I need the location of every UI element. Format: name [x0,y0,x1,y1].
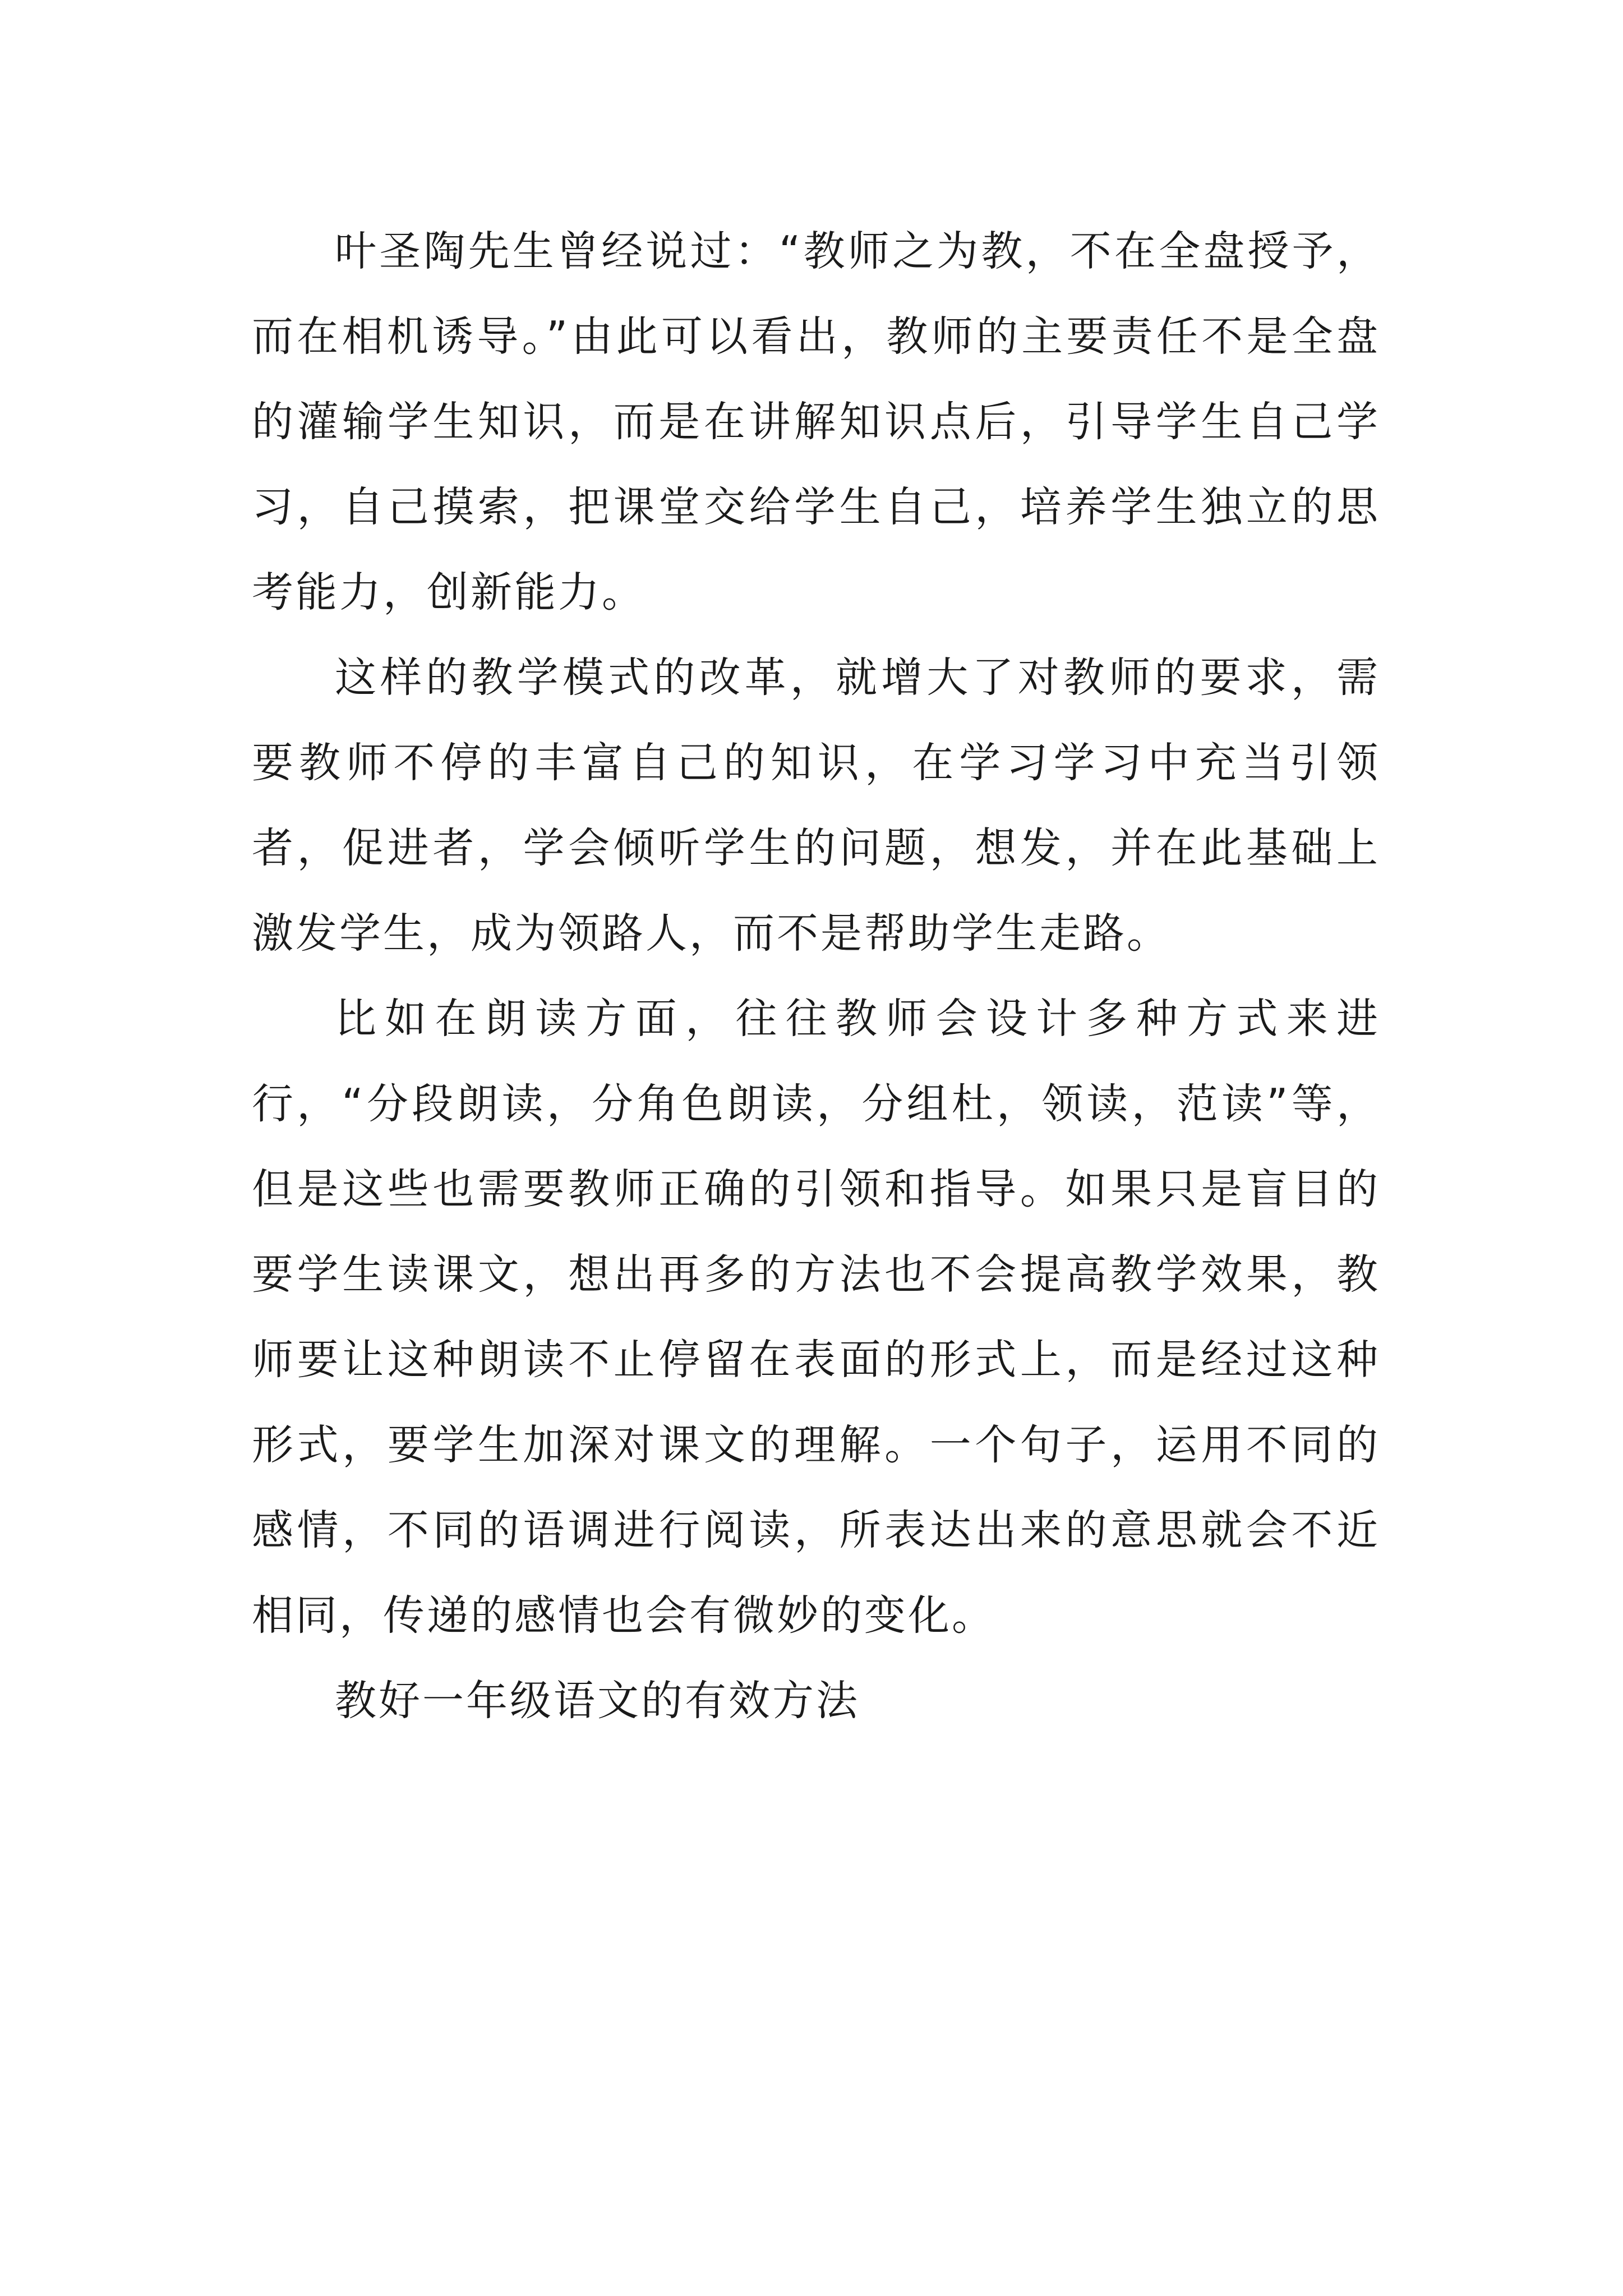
section-title: 教好一年级语文的有效方法 [335,1677,860,1725]
document-body [252,209,1380,1743]
paragraph-3: 比如在朗读方面，往往教师会设计多种方式来进行，“分段朗读，分角色朗读，分组杜，领读，范读”等，但是这些也需要教师正确的引领和指导。如果只是盲目的要学生读课文，想出再多的方法也不会提高教学效果，教师要让这种朗读不止停留在表面的形式上，而是经过这种形式，要学生加深对课文的理解。一个句子，运用不同的感情，不同的语调进行阅读，所表达出来的意思就会不近相同，传递的感情也会有微妙的变化。 [252,995,1380,1640]
paragraph-1: 叶圣陶先生曾经说过：“教师之为教，不在全盘授予，而在相机诱导。”由此可以看出，教师的主要责任不是全盘的灌输学生知识，而是在讲解知识点后，引导学生自己学习，自己摸索，把课堂交给学生自己，培养学生独立的思考能力，创新能力。 [252,227,1380,616]
paragraph-2: 这样的教学模式的改革，就增大了对教师的要求，需要教师不停的丰富自己的知识，在学习学习中充当引领者，促进者，学会倾听学生的问题，想发，并在此基础上激发学生，成为领路人，而不是帮助学生走路。 [252,654,1380,958]
